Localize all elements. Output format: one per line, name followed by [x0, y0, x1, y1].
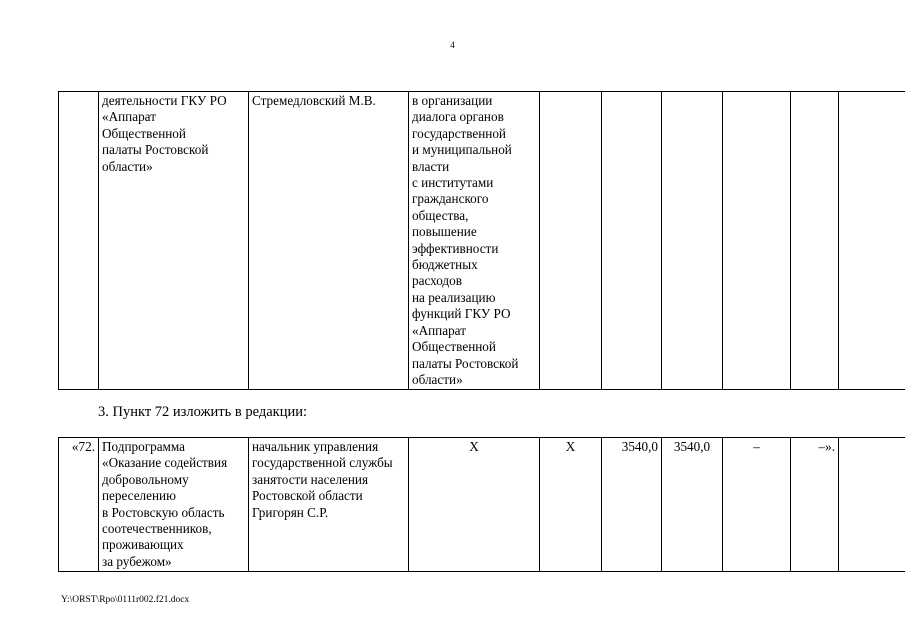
cell-col5: [540, 92, 602, 390]
cell-col10: [839, 92, 905, 390]
footer-file-path: Y:\ORST\Rpo\0111r002.f21.docx: [61, 595, 190, 605]
cell-col10: [839, 438, 905, 572]
cell-number: [59, 92, 99, 390]
cell-executor: Стремедловский М.В.: [249, 92, 409, 390]
cell-col9: –».: [791, 438, 839, 572]
cell-col8: –: [723, 438, 791, 572]
cell-col7: 3540,0: [662, 438, 723, 572]
program-table-continued: [58, 91, 905, 390]
cell-result: в организации диалога органов государственной и муниципальной власти с институтами гражданского общества, повышение эффективности бюджетных расходов на реализацию функций ГКУ РО «Аппарат Общественной палаты Ростовской области»: [409, 92, 540, 390]
cell-result: X: [409, 438, 540, 572]
cell-col6: [602, 92, 662, 390]
cell-name: деятельности ГКУ РО «Аппарат Общественной палаты Ростовской области»: [99, 92, 249, 390]
cell-col7: [662, 92, 723, 390]
cell-name: Подпрограмма «Оказание содействия добровольному переселению в Ростовскую область соотечественников, проживающих за рубежом»: [99, 438, 249, 572]
amendment-paragraph: 3. Пункт 72 изложить в редакции:: [98, 404, 308, 420]
cell-col9: [791, 92, 839, 390]
table-row: [59, 438, 905, 572]
cell-executor: начальник управления государственной службы занятости населения Ростовской области Григорян С.Р.: [249, 438, 409, 572]
cell-col6: 3540,0: [602, 438, 662, 572]
cell-col5: X: [540, 438, 602, 572]
cell-col8: [723, 92, 791, 390]
cell-number: «72.: [59, 438, 99, 572]
table-row: [59, 92, 905, 390]
page-number: 4: [450, 40, 455, 50]
program-table-new: [58, 437, 905, 572]
